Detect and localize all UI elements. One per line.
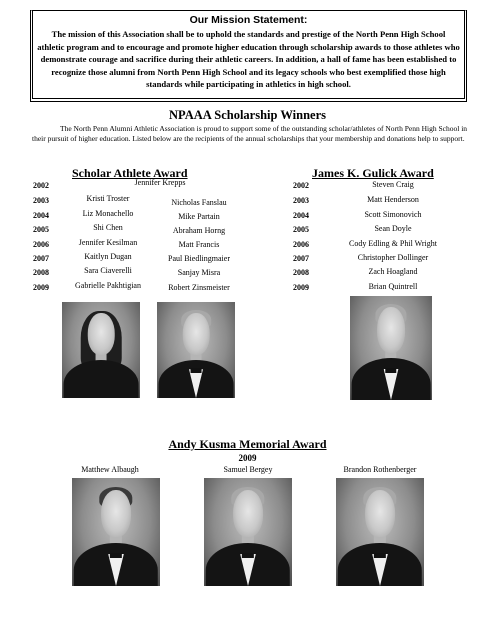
gulick-2007-name: Christopher Dollinger (357, 253, 429, 262)
portrait-photo (350, 296, 432, 400)
scholar-year-2004: 2004 (33, 211, 49, 220)
scholar-2005-name-1: Shi Chen (93, 223, 123, 232)
scholar-2008-name-2: Sanjay Misra (177, 268, 221, 277)
scholar-2004-name-1: Liz Monachello (82, 209, 134, 218)
scholar-2005-name-2: Abraham Horng (172, 226, 226, 235)
mission-title: Our Mission Statement: (189, 14, 308, 26)
kusma-year: 2009 (238, 453, 257, 463)
scholar-2007-name-1: Kaitlyn Dugan (84, 252, 132, 261)
scholar-year-2005: 2005 (33, 225, 49, 234)
intro-paragraph: The North Penn Alumni Athletic Association is proud to support some of the outstanding scholar/athletes of North Penn High School in their pursuit of higher education. Listed below are the recipients of the annual scholarships that your membership and donations help to support. (32, 124, 468, 143)
page-title: NPAAA Scholarship Winners (169, 108, 326, 122)
scholar-athlete-award-title: Scholar Athlete Award (72, 166, 188, 180)
portrait-photo (204, 478, 292, 586)
gulick-year-2009: 2009 (293, 283, 309, 292)
scholar-2004-name-2: Mike Partain (178, 212, 220, 221)
scholar-year-2008: 2008 (33, 268, 49, 277)
gulick-2009-name: Brian Quintrell (368, 282, 418, 291)
kusma-award-title: Andy Kusma Memorial Award (168, 437, 327, 451)
scholar-2006-name-1: Jennifer Kesilman (78, 238, 138, 247)
scholar-2009-name-1: Gabrielle Pakhtigian (75, 281, 141, 290)
gulick-year-2004: 2004 (293, 211, 309, 220)
portrait-photo (72, 478, 160, 586)
gulick-year-2005: 2005 (293, 225, 309, 234)
scholar-2007-name-2: Paul Biedlingmaier (168, 254, 230, 263)
scholar-year-2002: 2002 (33, 181, 49, 190)
gulick-award-title: James K. Gulick Award (312, 166, 434, 180)
scholar-2003-name-2: Nicholas Fanslau (171, 198, 227, 207)
kusma-winner-1: Matthew Albaugh (81, 465, 139, 474)
scholar-2006-name-2: Matt Francis (178, 240, 220, 249)
scholar-2008-name-1: Sara Ciaverelli (84, 266, 132, 275)
mission-text: The mission of this Association shall be to uphold the standards and prestige of the North Penn High School athletic program and to encourage and promote higher education through scholarship awards to those athletes who demonstrate courage and sacrifice during their athletic careers. In addition, a hall of fame has been established to recognize those alumni from North Penn High School and its legacy schools who best exemplified those high standards while participating in athletics in high school. (37, 29, 460, 90)
gulick-year-2007: 2007 (293, 254, 309, 263)
gulick-2006-name: Cody Edling & Phil Wright (349, 239, 437, 248)
mission-statement-box (30, 10, 467, 102)
scholar-2003-name-1: Kristi Troster (86, 194, 130, 203)
scholar-year-2009: 2009 (33, 283, 49, 292)
gulick-year-2006: 2006 (293, 240, 309, 249)
scholar-2009-name-2: Robert Zinsmeister (168, 283, 230, 292)
gulick-year-2008: 2008 (293, 268, 309, 277)
kusma-winner-3: Brandon Rothenberger (343, 465, 417, 474)
portrait-photo (62, 302, 140, 398)
portrait-photo (336, 478, 424, 586)
gulick-2005-name: Sean Doyle (374, 224, 412, 233)
kusma-winner-2: Samuel Bergey (223, 465, 273, 474)
gulick-2002-name: Steven Craig (372, 180, 414, 189)
gulick-year-2003: 2003 (293, 196, 309, 205)
scholar-year-2003: 2003 (33, 196, 49, 205)
portrait-photo (157, 302, 235, 398)
gulick-2008-name: Zach Hoagland (368, 267, 418, 276)
gulick-year-2002: 2002 (293, 181, 309, 190)
gulick-2003-name: Matt Henderson (367, 195, 419, 204)
scholar-year-2007: 2007 (33, 254, 49, 263)
scholar-year-2006: 2006 (33, 240, 49, 249)
gulick-2004-name: Scott Simonovich (364, 210, 422, 219)
scholar-2002-name: Jennifer Krepps (134, 178, 186, 187)
